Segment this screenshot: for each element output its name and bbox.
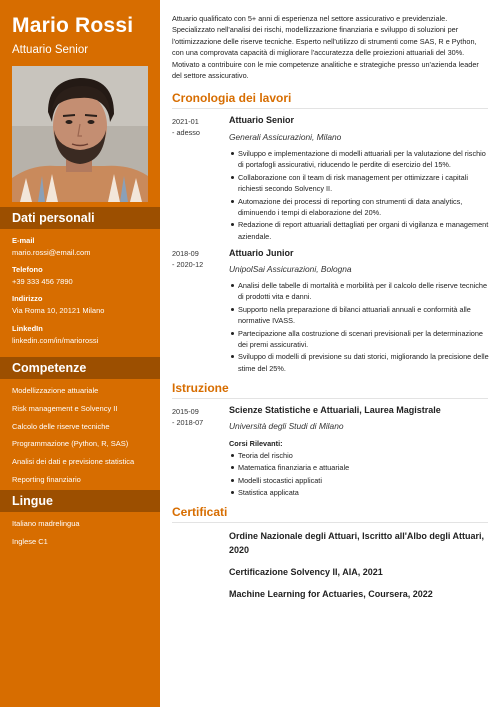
education-date-start: 2015-09 bbox=[172, 407, 199, 416]
phone-label: Telefono bbox=[12, 265, 43, 274]
job-date-start: 2021-01 bbox=[172, 117, 199, 126]
degree-title: Scienze Statistiche e Attuariali, Laurea Magistrale bbox=[229, 405, 441, 415]
job-date-start: 2018-09 bbox=[172, 249, 199, 258]
job-bullets bbox=[229, 148, 491, 243]
job-bullets bbox=[229, 280, 491, 375]
list-item: Partecipazione alla costruzione di scenari previsionali per la determinazione dei premi assicurativi. bbox=[229, 328, 491, 351]
language-item: Inglese C1 bbox=[12, 537, 48, 546]
job-date-range bbox=[172, 116, 222, 138]
job-company: Generali Assicurazioni, Milano bbox=[229, 132, 342, 142]
address-value: Via Roma 10, 20121 Milano bbox=[12, 306, 105, 315]
courses-label: Corsi Rilevanti: bbox=[229, 439, 283, 448]
education-date-end: - 2018-07 bbox=[172, 418, 204, 427]
list-item: Supporto nella preparazione di bilanci attuariali annuali e conformità alle normative IVASS. bbox=[229, 304, 491, 327]
candidate-name: Mario Rossi bbox=[12, 14, 134, 37]
certifications-heading: Certificati bbox=[172, 505, 228, 519]
profile-photo bbox=[12, 66, 148, 202]
linkedin-value[interactable]: linkedin.com/in/mariorossi bbox=[12, 336, 99, 345]
list-item: Teoria del rischio bbox=[229, 450, 491, 461]
skill-item: Calcolo delle riserve tecniche bbox=[12, 422, 110, 431]
list-item: Matematica finanziaria e attuariale bbox=[229, 462, 491, 473]
personal-data-heading: Dati personali bbox=[0, 207, 160, 229]
profile-summary: Attuario qualificato con 5+ anni di esperienza nel settore assicurativo e previdenziale. Specializzato nell'analisi dei rischi, modellizzazione finanziaria e sviluppo di soluzioni per l'ottimizzazione delle riserve tecniche. Esperto nell'utilizzo di strumenti come SAS, R e Python, con una comprovata capacità di migliorare l'accuratezza delle proiezioni attuariali del 30%. Motivato a contribuire con le mie competenze analitiche e strategiche presso un'azienda leader del settore assicurativo. bbox=[172, 14, 479, 81]
section-divider bbox=[172, 108, 488, 109]
main-content bbox=[160, 0, 500, 707]
certification-item: Certificazione Solvency II, AIA, 2021 bbox=[229, 567, 383, 577]
section-divider bbox=[172, 398, 488, 399]
certification-item: Ordine Nazionale degli Attuari, Iscritto all'Albo degli Attuari, 2020 bbox=[229, 531, 485, 555]
job-date-range bbox=[172, 248, 222, 270]
section-divider bbox=[172, 522, 488, 523]
email-value[interactable]: mario.rossi@email.com bbox=[12, 248, 91, 257]
address-label: Indirizzo bbox=[12, 294, 43, 303]
course-list bbox=[229, 450, 491, 500]
education-heading: Istruzione bbox=[172, 381, 229, 395]
list-item: Sviluppo di modelli di previsione su dati storici, migliorando la precisione delle stime del 25%. bbox=[229, 351, 491, 374]
skill-item: Modellizzazione attuariale bbox=[12, 386, 99, 395]
linkedin-label: LinkedIn bbox=[12, 324, 43, 333]
phone-value[interactable]: +39 333 456 7890 bbox=[12, 277, 73, 286]
school-name: Università degli Studi di Milano bbox=[229, 421, 344, 431]
job-company: UnipolSai Assicurazioni, Bologna bbox=[229, 264, 352, 274]
list-item: Automazione dei processi di reporting con strumenti di data analytics, diminuendo i tempi di elaborazione del 20%. bbox=[229, 196, 491, 219]
job-date-end: - 2020-12 bbox=[172, 260, 204, 269]
skill-item: Risk management e Solvency II bbox=[12, 404, 118, 413]
email-label: E-mail bbox=[12, 236, 35, 245]
candidate-title: Attuario Senior bbox=[12, 44, 89, 56]
list-item: Modelli stocastici applicati bbox=[229, 475, 491, 486]
work-history-heading: Cronologia dei lavori bbox=[172, 91, 292, 105]
job-date-end: - adesso bbox=[172, 128, 200, 137]
list-item: Redazione di report attuariali dettagliati per organi di vigilanza e management aziendale. bbox=[229, 219, 491, 242]
certification-item: Machine Learning for Actuaries, Coursera, 2022 bbox=[229, 589, 433, 599]
skill-item: Analisi dei dati e previsione statistica bbox=[12, 457, 135, 466]
sidebar bbox=[0, 0, 160, 707]
list-item: Statistica applicata bbox=[229, 487, 491, 498]
list-item: Collaborazione con il team di risk management per ottimizzare i capitali richiesti secondo Solvency II. bbox=[229, 172, 491, 195]
skill-item: Reporting finanziario bbox=[12, 475, 81, 484]
job-title: Attuario Junior bbox=[229, 248, 294, 258]
education-date-range bbox=[172, 406, 222, 428]
portrait-illustration bbox=[12, 66, 148, 202]
list-item: Analisi delle tabelle di mortalità e morbilità per il calcolo delle riserve tecniche di prodotti vita e danni. bbox=[229, 280, 491, 303]
skills-heading: Competenze bbox=[0, 357, 160, 379]
list-item: Sviluppo e implementazione di modelli attuariali per la valutazione del rischio di portafogli assicurativi, riducendo le perdite di esercizio del 15%. bbox=[229, 148, 491, 171]
job-title: Attuario Senior bbox=[229, 115, 295, 125]
skill-item: Programmazione (Python, R, SAS) bbox=[12, 439, 129, 448]
language-item: Italiano madrelingua bbox=[12, 519, 80, 528]
languages-heading: Lingue bbox=[0, 490, 160, 512]
